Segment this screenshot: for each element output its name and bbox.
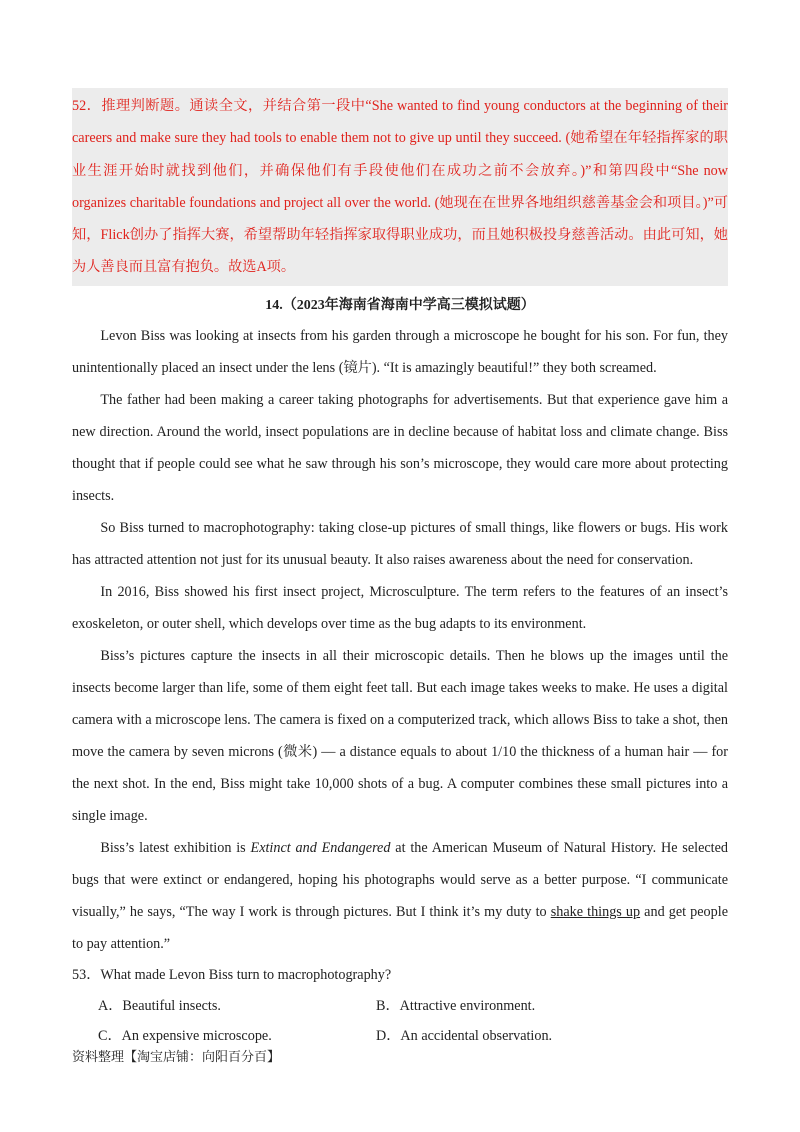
- reading-passage: [72, 320, 728, 960]
- option-d: D．An accidental observation.: [376, 1027, 553, 1044]
- paragraph-6-part-c: and get people to pay attention.”: [72, 903, 728, 952]
- option-c: C．An expensive microscope.: [98, 1027, 272, 1044]
- underlined-phrase: shake things up: [550, 903, 641, 920]
- answer-options: [72, 991, 728, 1051]
- paragraph-2: The father had been making a career taking photographs for advertisements. But that experience gave him a new direction. Around the world, insect populations are in decline because of habitat loss and climate change. Biss thought that if people could see what he saw through his son’s microscope, they would care more about protecting insects.: [72, 391, 728, 504]
- answer-explanation: [72, 88, 728, 286]
- footer-note: 资料整理【淘宝店铺：向阳百分百】: [72, 1050, 281, 1065]
- paragraph-5: Biss’s pictures capture the insects in all their microscopic details. Then he blows up the images until the insects become larger than life, some of them eight feet tall. But each image takes weeks to make. He uses a digital camera with a microscope lens. The camera is fixed on a computerized track, which allows Biss to take a shot, then move the camera by seven microns (微米) — a distance equals to about 1/10 the thickness of a human hair — for the next shot. In the end, Biss might take 10,000 shots of a bug. A computer combines these small pictures into a single image.: [72, 647, 728, 824]
- paragraph-6-part-a: Biss’s latest exhibition is: [100, 839, 251, 856]
- paragraph-6-part-b: at the American Museum of Natural History. He selected bugs that were extinct or endangered, hoping his photographs would serve as a better purpose. “I communicate visually,” he says, “The way I work is through pictures. But I think it’s my duty to: [72, 839, 728, 920]
- document-page: [72, 88, 728, 1051]
- paragraph-3: So Biss turned to macrophotography: taking close-up pictures of small things, like flowers or bugs. His work has attracted attention not just for its unusual beauty. It also raises awareness about the need for conservation.: [72, 519, 728, 568]
- exhibition-title: Extinct and Endangered: [250, 839, 391, 856]
- option-a: A．Beautiful insects.: [98, 997, 221, 1014]
- paragraph-1: Levon Biss was looking at insects from his garden through a microscope he bought for his son. For fun, they unintentionally placed an insect under the lens (镜片). “It is amazingly beautiful!” they both screamed.: [72, 327, 728, 376]
- question-stem: 53．What made Levon Biss turn to macrophotography?: [72, 966, 392, 983]
- paragraph-6: [72, 832, 728, 960]
- paragraph-4: In 2016, Biss showed his first insect project, Microsculpture. The term refers to the features of an insect’s exoskeleton, or outer shell, which develops over time as the bug adapts to its environment.: [72, 583, 728, 632]
- answer-text: 52．推理判断题。通读全文，并结合第一段中“She wanted to find young conductors at the beginning of their careers and make sure they had tools to enable them not to give up until they succeed. (她希望在年轻指挥家的职业生涯开始时就找到他们，并确保他们有手段使他们在成功之前不会放弃。)”和第四段中“She now organizes charitable foundations and project all over the world. (她现在在世界各地组织慈善基金会和项目。)”可知，Flick创办了指挥大赛，希望帮助年轻指挥家取得职业成功，而且她积极投身慈善活动。由此可知，她为人善良而且富有抱负。故选A项。: [72, 98, 728, 276]
- option-b: B．Attractive environment.: [376, 997, 536, 1014]
- section-title: 14.（2023年海南省海南中学高三模拟试题）: [265, 297, 535, 313]
